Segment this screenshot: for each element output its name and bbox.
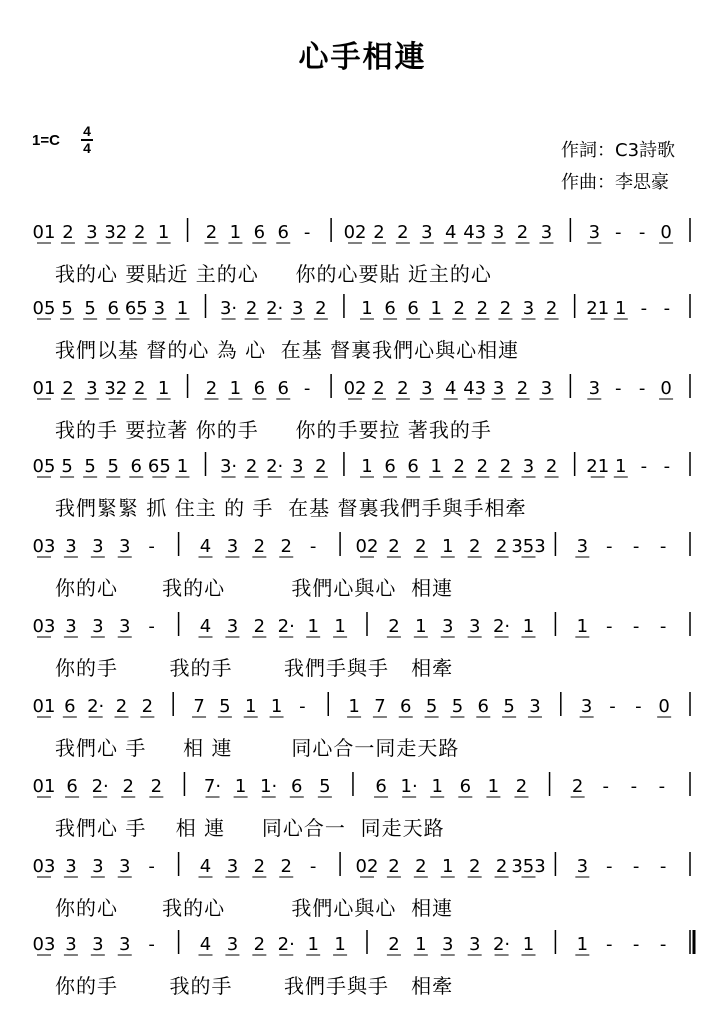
notation-row <box>0 686 725 768</box>
note: 02 <box>343 378 367 399</box>
note: 02 <box>343 222 367 243</box>
note: 2 <box>516 222 529 243</box>
note: 2 <box>315 456 327 477</box>
note: 1 <box>522 934 535 955</box>
composer-credit: 作曲：李思豪 <box>561 172 669 193</box>
sustain-dash: - <box>602 776 609 797</box>
note: 2 <box>476 456 489 477</box>
note: 05 <box>32 456 56 477</box>
notation-row <box>0 212 725 294</box>
note: 6 <box>66 776 78 797</box>
note: 5 <box>61 456 73 477</box>
note: 3 <box>119 536 131 557</box>
note: 6 <box>407 298 419 319</box>
note: 6 <box>384 298 396 319</box>
note: 2 <box>388 536 400 557</box>
note: 1 <box>176 456 189 477</box>
lyrics-line: 你的手 我的手 我們手與手 相牽 <box>55 974 454 998</box>
note: 3 <box>522 298 535 319</box>
note: 3 <box>529 696 541 717</box>
note: 3 <box>65 934 77 955</box>
note: 02 <box>355 536 379 557</box>
note: 3 <box>292 456 304 477</box>
note: 6 <box>407 456 419 477</box>
note: 1 <box>576 616 589 637</box>
note: 5 <box>219 696 231 717</box>
lyrics-line: 你的手 我的手 我們手與手 相牽 <box>55 656 454 680</box>
note: 2 <box>253 856 266 877</box>
note: 353 <box>511 536 546 557</box>
note: 2 <box>499 298 512 319</box>
note: 1 <box>157 378 170 399</box>
note: 5 <box>84 456 96 477</box>
note: 03 <box>32 856 56 877</box>
note: 6 <box>130 456 143 477</box>
note: 4 <box>445 222 457 243</box>
song-title: 心手相連 <box>298 40 427 75</box>
note: 2 <box>150 776 163 797</box>
time-signature <box>80 124 94 156</box>
note: 65 <box>124 298 148 319</box>
note: 03 <box>32 536 56 557</box>
note: 2· <box>266 456 284 477</box>
note: 5 <box>107 456 119 477</box>
note: 2 <box>280 536 292 557</box>
note: 6 <box>277 222 289 243</box>
note: 2 <box>545 456 558 477</box>
notation-row <box>0 924 725 1006</box>
note: 3 <box>119 856 131 877</box>
note: 2 <box>388 856 400 877</box>
note: 1· <box>260 776 278 797</box>
note: 2 <box>245 298 258 319</box>
note: 43 <box>463 222 487 243</box>
note: 5 <box>84 298 96 319</box>
note: 6 <box>477 696 490 717</box>
note: 1 <box>234 776 247 797</box>
note: 2 <box>495 856 508 877</box>
note: 3 <box>226 856 239 877</box>
note: 2 <box>253 536 266 557</box>
note: 3 <box>421 222 433 243</box>
note: 03 <box>32 934 56 955</box>
notation-row <box>0 606 725 688</box>
sustain-dash: - <box>303 222 311 243</box>
note: 1 <box>487 776 500 797</box>
note: 65 <box>147 456 171 477</box>
note: 6 <box>291 776 303 797</box>
sustain-dash: - <box>640 298 648 319</box>
note: 2 <box>205 222 218 243</box>
note: 5 <box>451 696 464 717</box>
note-line <box>0 212 725 256</box>
note: 0 <box>660 378 672 399</box>
note-line <box>0 686 725 730</box>
note: 1 <box>415 934 427 955</box>
note: 5 <box>503 696 515 717</box>
note: 3· <box>219 456 238 477</box>
lyrics-line: 我們心 手 相 連 同心合一同走天路 <box>55 736 460 760</box>
lyrics-line: 我的手 要拉著 你的手 你的手要拉 著我的手 <box>55 418 492 442</box>
note: 3 <box>421 378 433 399</box>
notation-row <box>0 288 725 370</box>
note: 6 <box>384 456 396 477</box>
note: 3 <box>588 378 601 399</box>
note: 4 <box>199 536 212 557</box>
note: 2· <box>91 776 109 797</box>
sustain-dash: - <box>148 856 155 877</box>
note: 3 <box>580 696 593 717</box>
note: 1· <box>400 776 418 797</box>
sustain-dash: - <box>632 856 640 877</box>
note-line <box>0 288 725 332</box>
note: 2· <box>277 934 295 955</box>
note: 6 <box>459 776 472 797</box>
notation-row <box>0 368 725 450</box>
note: 1 <box>334 616 346 637</box>
note: 1 <box>522 616 535 637</box>
note: 1 <box>615 298 627 319</box>
note: 3 <box>92 536 104 557</box>
note: 3 <box>86 222 98 243</box>
note: 7· <box>203 776 222 797</box>
note: 2 <box>245 456 258 477</box>
notation-row <box>0 526 725 608</box>
sustain-dash: - <box>606 934 613 955</box>
note: 2 <box>280 856 292 877</box>
note: 3 <box>119 616 131 637</box>
sustain-dash: - <box>659 536 667 557</box>
note: 01 <box>32 378 56 399</box>
note: 1 <box>431 776 443 797</box>
note: 1 <box>430 298 442 319</box>
note: 1 <box>157 222 170 243</box>
sustain-dash: - <box>614 222 622 243</box>
note: 2· <box>277 616 295 637</box>
note-line <box>0 924 725 968</box>
note: 0 <box>660 222 672 243</box>
note: 3 <box>588 222 601 243</box>
note: 2 <box>315 298 327 319</box>
note: 2 <box>516 378 529 399</box>
note: 0 <box>658 696 670 717</box>
note: 4 <box>199 856 212 877</box>
note: 5 <box>425 696 438 717</box>
note: 3 <box>576 856 589 877</box>
sustain-dash: - <box>606 536 613 557</box>
note: 7 <box>374 696 386 717</box>
sustain-dash: - <box>632 616 640 637</box>
note: 01 <box>32 776 56 797</box>
sustain-dash: - <box>659 856 667 877</box>
sustain-dash: - <box>606 856 613 877</box>
sustain-dash: - <box>299 696 306 717</box>
note: 03 <box>32 616 56 637</box>
note-line <box>0 526 725 570</box>
sustain-dash: - <box>303 378 311 399</box>
note: 3 <box>540 222 553 243</box>
note: 3 <box>92 934 104 955</box>
note-line <box>0 766 725 810</box>
note: 1 <box>442 536 454 557</box>
sustain-dash: - <box>663 456 671 477</box>
note: 3 <box>292 298 304 319</box>
time-signature-bottom: 4 <box>83 140 91 156</box>
sustain-dash: - <box>638 222 646 243</box>
note: 2 <box>415 856 427 877</box>
note: 2 <box>141 696 154 717</box>
note: 32 <box>104 378 128 399</box>
note: 3 <box>226 934 239 955</box>
sustain-dash: - <box>148 616 155 637</box>
note: 2 <box>545 298 558 319</box>
sustain-dash: - <box>614 378 622 399</box>
note: 3 <box>540 378 553 399</box>
note: 2 <box>373 378 385 399</box>
notation-row <box>0 446 725 528</box>
note: 1 <box>361 456 373 477</box>
note: 6 <box>277 378 289 399</box>
note: 3 <box>119 934 131 955</box>
note: 2 <box>468 856 481 877</box>
sustain-dash: - <box>635 696 642 717</box>
note: 1 <box>176 298 189 319</box>
note: 2 <box>388 616 400 637</box>
lyrics-line: 你的心 我的心 我們心與心 相連 <box>55 896 454 920</box>
note: 3 <box>492 378 505 399</box>
note: 2 <box>373 222 385 243</box>
sustain-dash: - <box>609 696 616 717</box>
note-line <box>0 606 725 650</box>
note: 6 <box>107 298 119 319</box>
lyrics-line: 我的心 要貼近 主的心 你的心要貼 近主的心 <box>55 262 492 286</box>
note: 3 <box>576 536 589 557</box>
note-line <box>0 846 725 890</box>
note: 2 <box>253 616 266 637</box>
note: 2 <box>397 378 409 399</box>
sustain-dash: - <box>309 536 317 557</box>
note: 1 <box>270 696 283 717</box>
note: 2 <box>115 696 128 717</box>
lyricist-credit: 作詞：C3詩歌 <box>561 140 676 161</box>
note: 3 <box>65 536 77 557</box>
sustain-dash: - <box>309 856 317 877</box>
note: 2 <box>495 536 508 557</box>
sustain-dash: - <box>640 456 648 477</box>
note: 2· <box>266 298 284 319</box>
note: 1 <box>430 456 442 477</box>
sustain-dash: - <box>663 298 671 319</box>
note: 6 <box>253 378 266 399</box>
sustain-dash: - <box>658 776 666 797</box>
note: 5 <box>319 776 331 797</box>
note: 5 <box>61 298 73 319</box>
note: 2 <box>205 378 218 399</box>
note: 3 <box>92 616 104 637</box>
note: 4 <box>199 616 212 637</box>
notation-row <box>0 846 725 928</box>
note: 3 <box>65 616 77 637</box>
note: 3 <box>442 616 454 637</box>
note: 1 <box>442 856 454 877</box>
note: 2 <box>388 934 400 955</box>
note: 2· <box>87 696 105 717</box>
notation-row <box>0 766 725 848</box>
note: 1 <box>334 934 346 955</box>
note: 32 <box>104 222 128 243</box>
sustain-dash: - <box>148 536 155 557</box>
note: 3 <box>226 536 239 557</box>
note: 05 <box>32 298 56 319</box>
note: 2 <box>476 298 489 319</box>
note: 2 <box>453 298 466 319</box>
note: 1 <box>229 222 242 243</box>
note: 3 <box>442 934 454 955</box>
note: 2 <box>397 222 409 243</box>
key-signature: 1=C <box>32 132 60 149</box>
sustain-dash: - <box>659 934 667 955</box>
note: 1 <box>415 616 427 637</box>
note: 2· <box>492 616 511 637</box>
note: 3 <box>468 616 481 637</box>
note: 1 <box>615 456 627 477</box>
note: 2 <box>253 934 266 955</box>
note: 2 <box>133 378 146 399</box>
note: 01 <box>32 222 56 243</box>
note: 3 <box>468 934 481 955</box>
note: 3 <box>226 616 239 637</box>
note: 1 <box>229 378 242 399</box>
note: 1 <box>348 696 360 717</box>
note: 1 <box>307 934 319 955</box>
note: 1 <box>576 934 589 955</box>
note: 3 <box>92 856 104 877</box>
note: 1 <box>361 298 373 319</box>
note: 2 <box>415 536 427 557</box>
note: 02 <box>355 856 379 877</box>
note: 2 <box>468 536 481 557</box>
note: 2 <box>62 378 74 399</box>
sustain-dash: - <box>659 616 667 637</box>
note: 43 <box>463 378 487 399</box>
sustain-dash: - <box>632 934 640 955</box>
note: 6 <box>253 222 266 243</box>
note: 4 <box>445 378 457 399</box>
note: 6 <box>375 776 387 797</box>
note: 7 <box>193 696 205 717</box>
note: 1 <box>307 616 319 637</box>
note: 2 <box>499 456 512 477</box>
sustain-dash: - <box>148 934 155 955</box>
note: 6 <box>400 696 412 717</box>
note: 2 <box>122 776 134 797</box>
note: 2· <box>492 934 511 955</box>
note: 3· <box>219 298 238 319</box>
note: 2 <box>133 222 146 243</box>
lyrics-line: 我們心 手 相 連 同心合一 同走天路 <box>55 816 445 840</box>
note: 3 <box>522 456 535 477</box>
note: 3 <box>65 856 77 877</box>
sustain-dash: - <box>638 378 646 399</box>
note-line <box>0 446 725 490</box>
note: 3 <box>153 298 166 319</box>
note: 01 <box>32 696 56 717</box>
note: 21 <box>586 298 610 319</box>
note: 2 <box>453 456 466 477</box>
note: 353 <box>511 856 546 877</box>
sustain-dash: - <box>630 776 638 797</box>
note: 4 <box>199 934 212 955</box>
time-signature-top: 4 <box>83 123 91 139</box>
note: 3 <box>86 378 98 399</box>
note: 3 <box>492 222 505 243</box>
note: 2 <box>515 776 528 797</box>
lyrics-line: 我們緊緊 抓 住主 的 手 在基 督裏我們手與手相牽 <box>55 496 527 520</box>
note-line <box>0 368 725 412</box>
note: 6 <box>64 696 76 717</box>
note: 2 <box>62 222 74 243</box>
note: 21 <box>586 456 610 477</box>
sustain-dash: - <box>632 536 640 557</box>
lyrics-line: 你的心 我的心 我們心與心 相連 <box>55 576 454 600</box>
note: 2 <box>571 776 584 797</box>
note: 1 <box>244 696 257 717</box>
lyrics-line: 我們以基 督的心 為 心 在基 督裏我們心與心相連 <box>55 338 520 362</box>
sustain-dash: - <box>606 616 613 637</box>
